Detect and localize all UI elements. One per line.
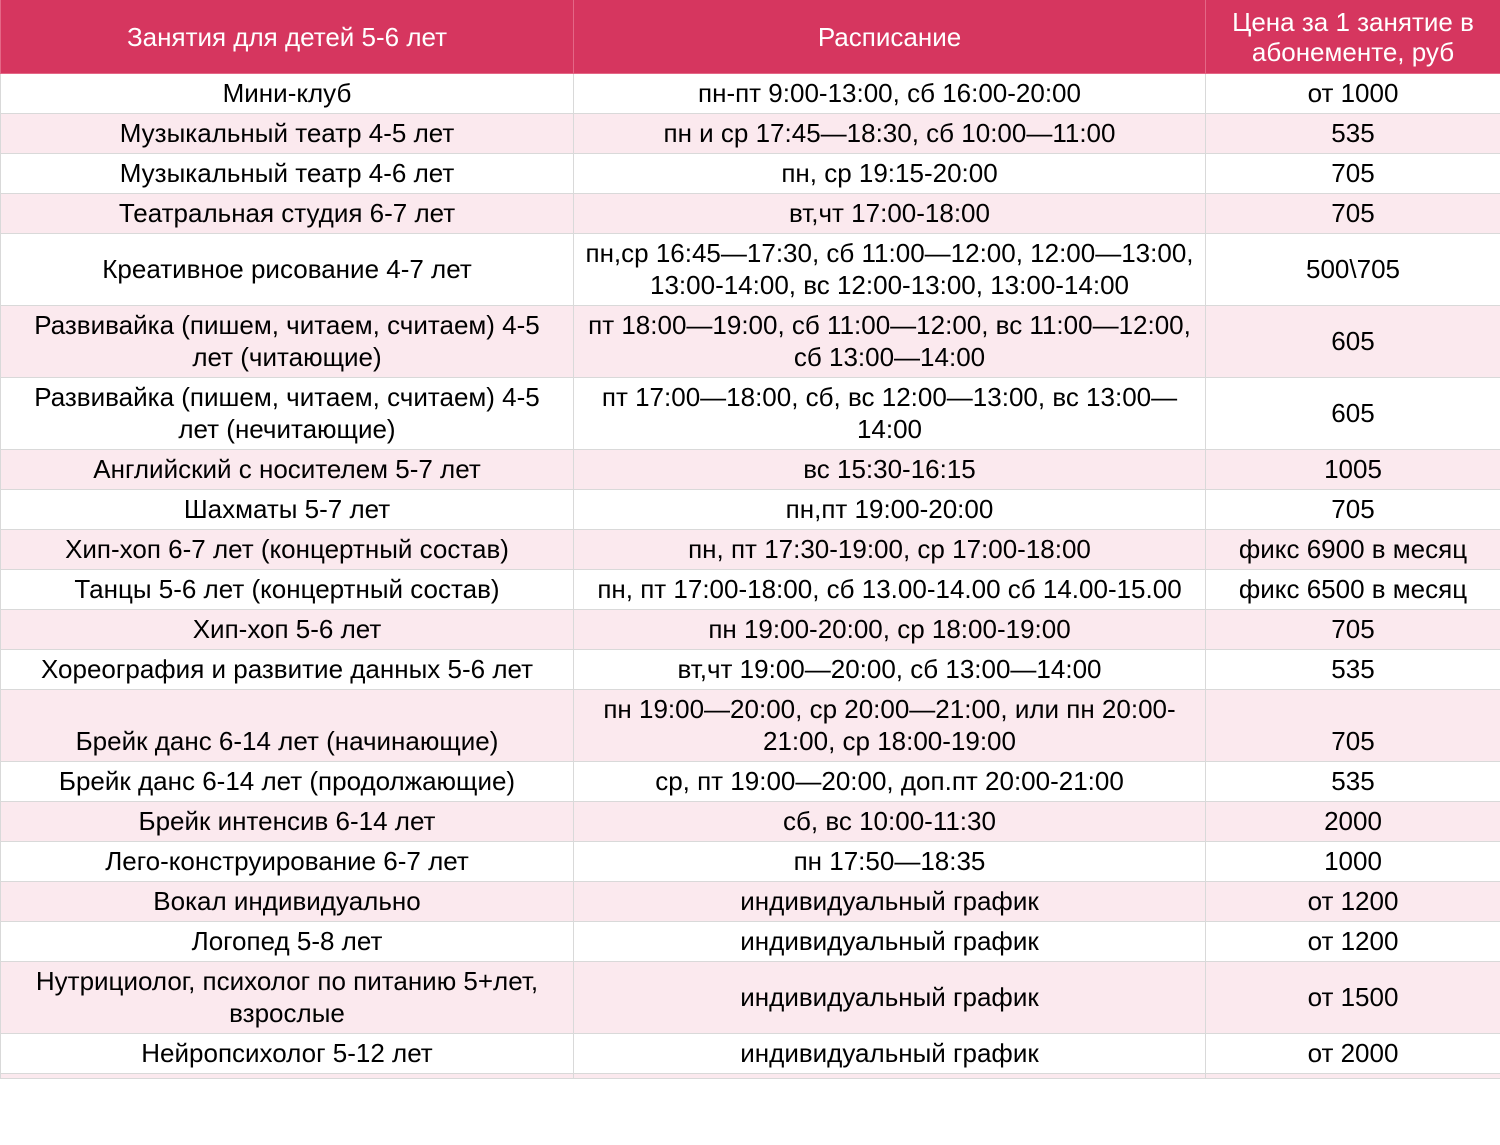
activity-cell: Мини-клуб — [1, 74, 574, 114]
table-row — [1, 74, 1500, 114]
table-row — [1, 1034, 1500, 1074]
header-schedule: Расписание — [574, 0, 1206, 74]
header-price: Цена за 1 занятие в абонементе, руб — [1206, 0, 1500, 74]
schedule-cell: пн 17:50—18:35 — [574, 842, 1206, 882]
table-row — [1, 650, 1500, 690]
price-cell: 705 — [1206, 490, 1500, 530]
price-cell: от 2000 — [1206, 1034, 1500, 1074]
price-cell: 705 — [1206, 154, 1500, 194]
table-row — [1, 194, 1500, 234]
schedule-cell: пт 17:00—18:00, сб, вс 12:00—13:00, вс 13:00—14:00 — [574, 378, 1206, 450]
table-row — [1, 450, 1500, 490]
activity-cell: Музыкальный театр 4-5 лет — [1, 114, 574, 154]
schedule-cell: пн 19:00-20:00, ср 18:00-19:00 — [574, 610, 1206, 650]
schedule-cell: сб, вс 10:00-11:30 — [574, 802, 1206, 842]
table-row — [1, 610, 1500, 650]
schedule-cell: индивидуальный график — [574, 922, 1206, 962]
table-row-empty — [1, 1074, 1500, 1079]
activity-cell: Нутрициолог, психолог по питанию 5+лет, взрослые — [1, 962, 574, 1034]
price-cell: 605 — [1206, 306, 1500, 378]
schedule-cell: индивидуальный график — [574, 962, 1206, 1034]
schedule-cell: ср, пт 19:00—20:00, доп.пт 20:00-21:00 — [574, 762, 1206, 802]
activity-cell: Шахматы 5-7 лет — [1, 490, 574, 530]
price-cell: фикс 6900 в месяц — [1206, 530, 1500, 570]
table-row — [1, 842, 1500, 882]
schedule-cell: пн, пт 17:00-18:00, сб 13.00-14.00 сб 14.00-15.00 — [574, 570, 1206, 610]
table-row — [1, 922, 1500, 962]
activity-cell: Брейк интенсив 6-14 лет — [1, 802, 574, 842]
price-cell: от 1000 — [1206, 74, 1500, 114]
table-row — [1, 490, 1500, 530]
activity-cell: Театральная студия 6-7 лет — [1, 194, 574, 234]
schedule-cell: пн 19:00—20:00, ср 20:00—21:00, или пн 20:00-21:00, ср 18:00-19:00 — [574, 690, 1206, 762]
activity-cell: Брейк данс 6-14 лет (начинающие) — [1, 690, 574, 762]
table-row — [1, 570, 1500, 610]
empty-cell — [1206, 1074, 1500, 1079]
price-cell: 2000 — [1206, 802, 1500, 842]
header-row — [1, 0, 1500, 74]
schedule-cell: пн,ср 16:45—17:30, сб 11:00—12:00, 12:00—13:00, 13:00-14:00, вс 12:00-13:00, 13:00-14:00 — [574, 234, 1206, 306]
activity-cell: Лего-конструирование 6-7 лет — [1, 842, 574, 882]
price-cell: 535 — [1206, 114, 1500, 154]
schedule-cell: вс 15:30-16:15 — [574, 450, 1206, 490]
activity-cell: Развивайка (пишем, читаем, считаем) 4-5 лет (нечитающие) — [1, 378, 574, 450]
schedule-cell: пн и ср 17:45—18:30, сб 10:00—11:00 — [574, 114, 1206, 154]
schedule-cell: индивидуальный график — [574, 882, 1206, 922]
table-row — [1, 882, 1500, 922]
price-cell: 1000 — [1206, 842, 1500, 882]
schedule-cell: пт 18:00—19:00, сб 11:00—12:00, вс 11:00—12:00, сб 13:00—14:00 — [574, 306, 1206, 378]
activity-cell: Английский с носителем 5-7 лет — [1, 450, 574, 490]
table-row — [1, 114, 1500, 154]
price-cell: 535 — [1206, 650, 1500, 690]
price-cell: фикс 6500 в месяц — [1206, 570, 1500, 610]
activity-cell: Хип-хоп 6-7 лет (концертный состав) — [1, 530, 574, 570]
empty-cell — [574, 1074, 1206, 1079]
table-row — [1, 378, 1500, 450]
activity-cell: Вокал индивидуально — [1, 882, 574, 922]
schedule-cell: пн,пт 19:00-20:00 — [574, 490, 1206, 530]
activity-cell: Креативное рисование 4-7 лет — [1, 234, 574, 306]
table-row — [1, 802, 1500, 842]
price-cell: 500\705 — [1206, 234, 1500, 306]
header-activity: Занятия для детей 5-6 лет — [1, 0, 574, 74]
empty-cell — [1, 1074, 574, 1079]
activity-cell: Танцы 5-6 лет (концертный состав) — [1, 570, 574, 610]
schedule-cell: вт,чт 19:00—20:00, сб 13:00—14:00 — [574, 650, 1206, 690]
table-row — [1, 154, 1500, 194]
schedule-cell: пн, ср 19:15-20:00 — [574, 154, 1206, 194]
activity-cell: Логопед 5-8 лет — [1, 922, 574, 962]
activity-cell: Нейропсихолог 5-12 лет — [1, 1034, 574, 1074]
price-cell: от 1500 — [1206, 962, 1500, 1034]
table-row — [1, 762, 1500, 802]
activity-cell: Музыкальный театр 4-6 лет — [1, 154, 574, 194]
price-cell: от 1200 — [1206, 882, 1500, 922]
schedule-cell: пн-пт 9:00-13:00, сб 16:00-20:00 — [574, 74, 1206, 114]
price-cell: 705 — [1206, 610, 1500, 650]
table-row — [1, 306, 1500, 378]
schedule-cell: пн, пт 17:30-19:00, ср 17:00-18:00 — [574, 530, 1206, 570]
price-cell: 705 — [1206, 690, 1500, 762]
price-cell: 1005 — [1206, 450, 1500, 490]
activity-cell: Хореография и развитие данных 5-6 лет — [1, 650, 574, 690]
price-cell: от 1200 — [1206, 922, 1500, 962]
price-cell: 535 — [1206, 762, 1500, 802]
activity-cell: Хип-хоп 5-6 лет — [1, 610, 574, 650]
activity-cell: Брейк данс 6-14 лет (продолжающие) — [1, 762, 574, 802]
table-row — [1, 530, 1500, 570]
activity-cell: Развивайка (пишем, читаем, считаем) 4-5 лет (читающие) — [1, 306, 574, 378]
schedule-cell: индивидуальный график — [574, 1034, 1206, 1074]
price-cell: 605 — [1206, 378, 1500, 450]
table-row — [1, 234, 1500, 306]
table-row — [1, 962, 1500, 1034]
schedule-cell: вт,чт 17:00-18:00 — [574, 194, 1206, 234]
price-cell: 705 — [1206, 194, 1500, 234]
table-row — [1, 690, 1500, 762]
